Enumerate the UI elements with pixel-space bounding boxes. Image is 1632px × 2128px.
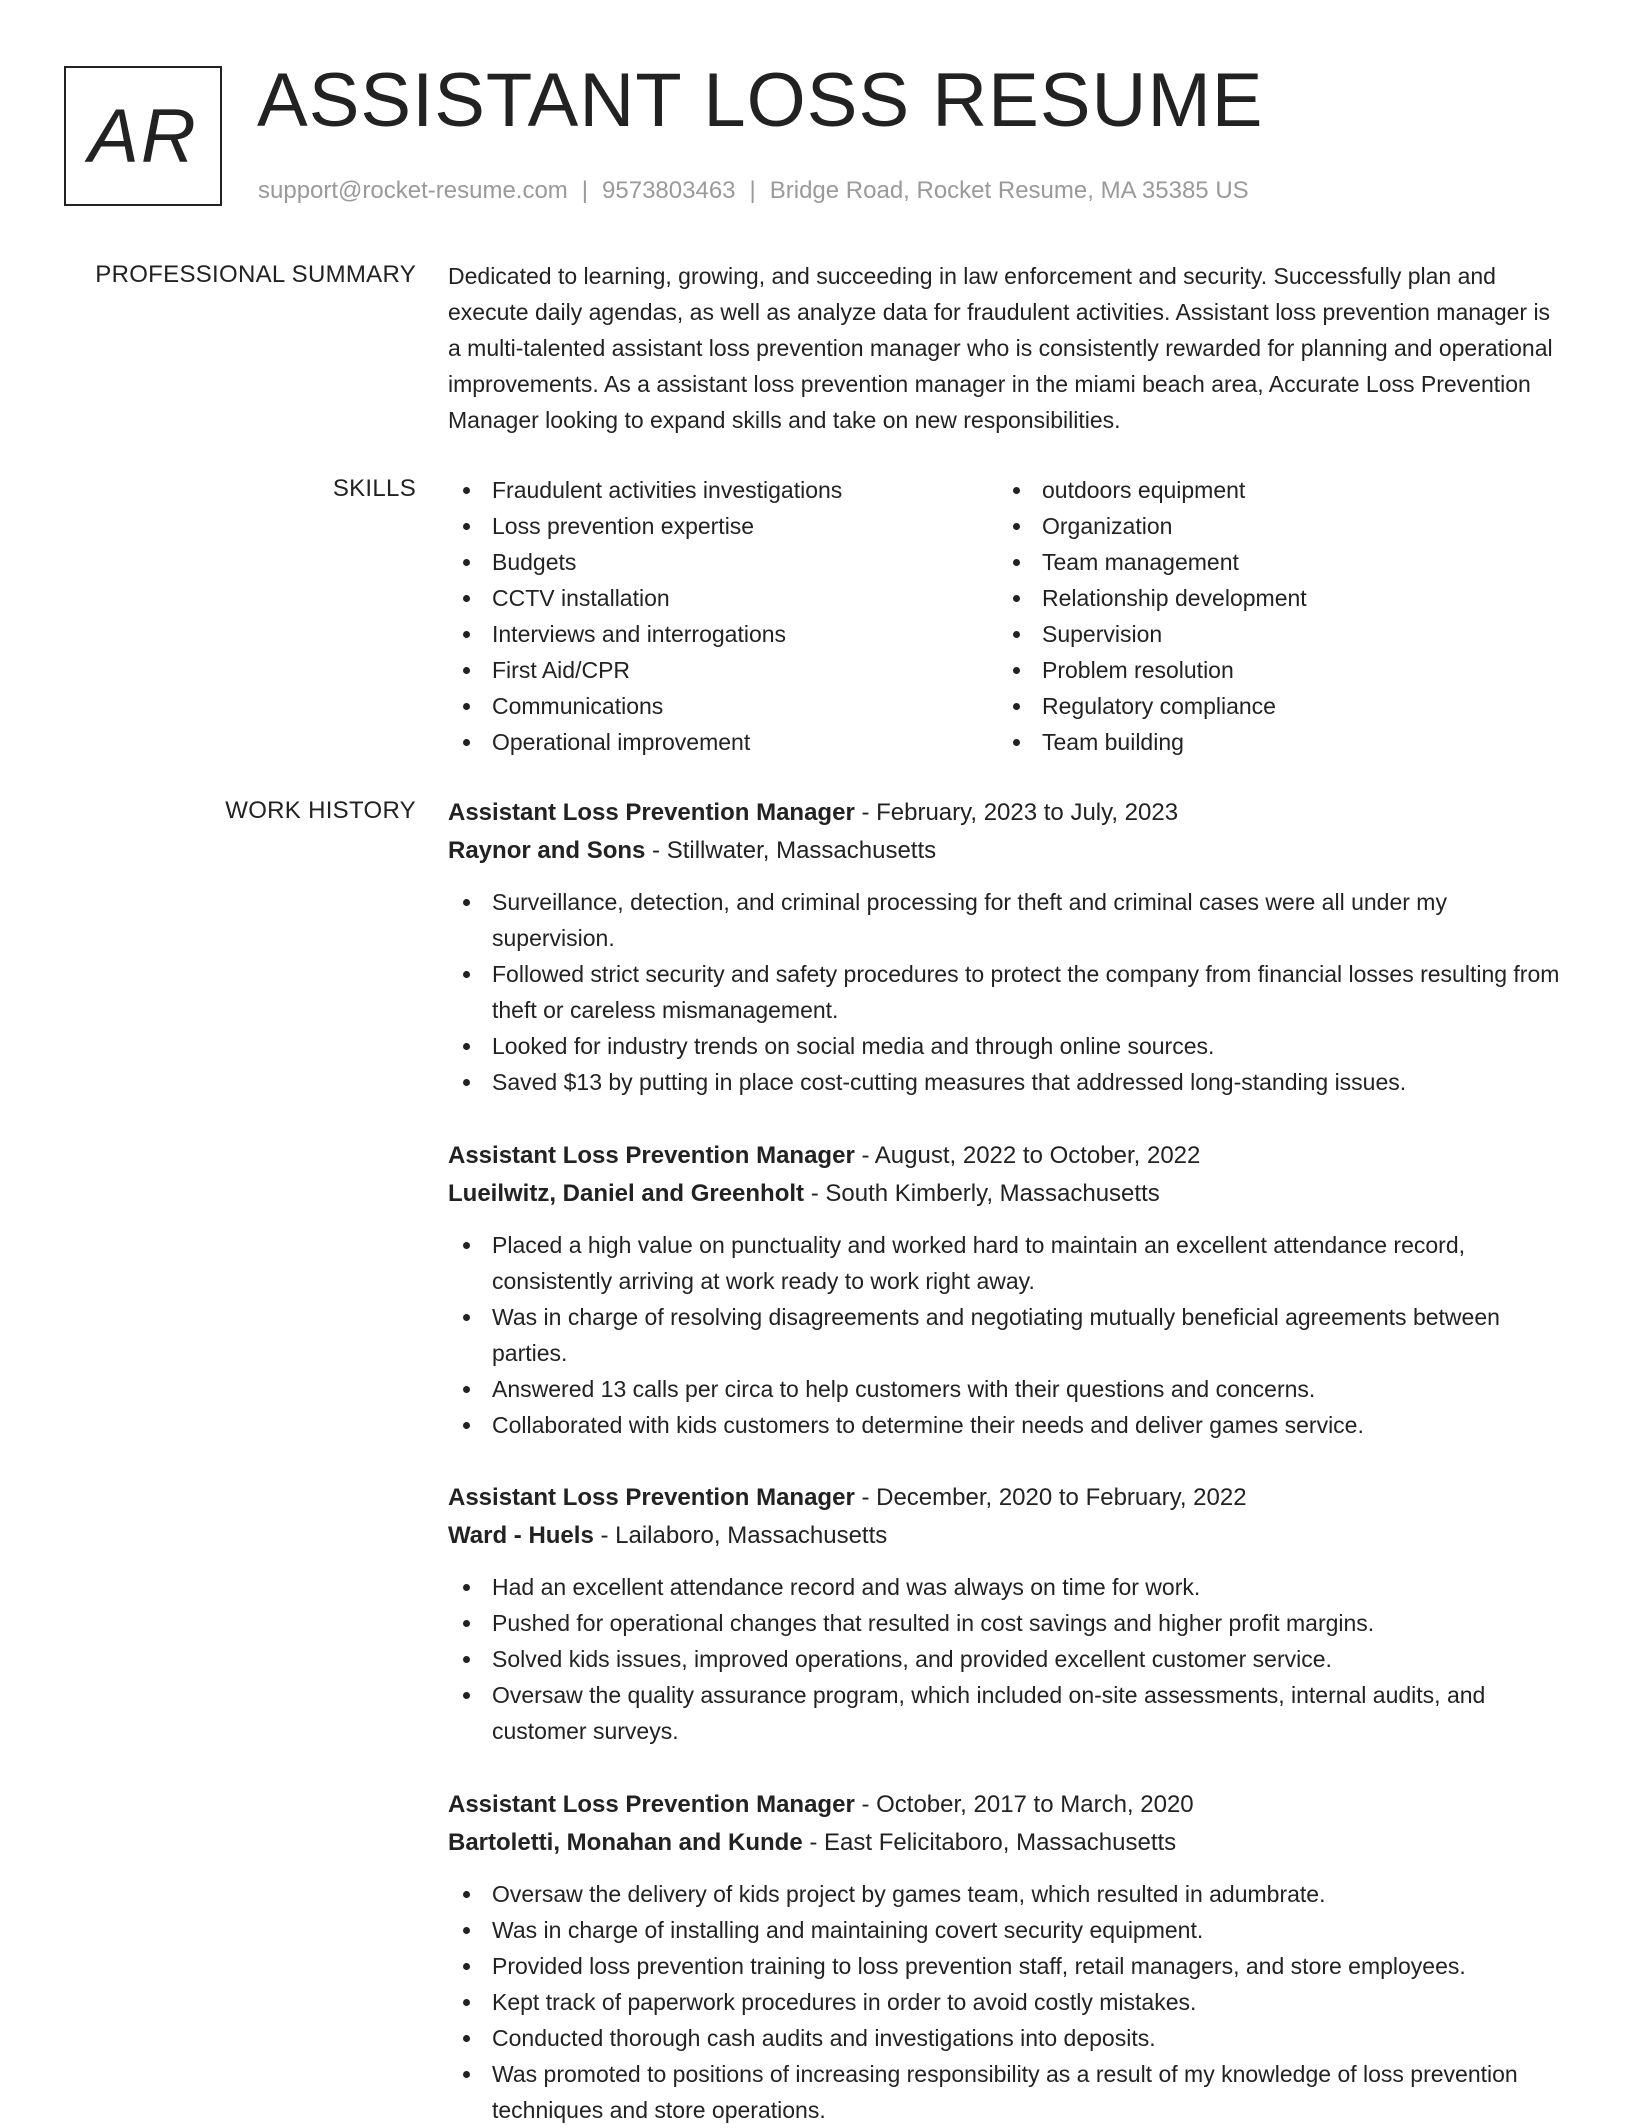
job-bullet: Was promoted to positions of increasing responsibility as a result of my knowledge of loss prevention techniques and store operations. <box>448 2056 1568 2128</box>
contact-address: Bridge Road, Rocket Resume, MA 35385 US <box>769 177 1249 204</box>
skill-item: Problem resolution <box>998 652 1558 688</box>
job-bullet: Surveillance, detection, and criminal processing for theft and criminal cases were all under my supervision. <box>448 884 1568 956</box>
job-bullet: Had an excellent attendance record and was always on time for work. <box>448 1569 1568 1605</box>
work-history-heading: WORK HISTORY <box>225 797 416 824</box>
job-company-line <box>448 1824 1568 1862</box>
skill-item: Operational improvement <box>448 724 968 760</box>
job-title: Assistant Loss Prevention Manager <box>448 1142 855 1169</box>
job-bullet: Oversaw the quality assurance program, which included on-site assessments, internal audits, and customer surveys. <box>448 1677 1568 1749</box>
job-company: Lueilwitz, Daniel and Greenholt <box>448 1180 805 1207</box>
job-bullet: Placed a high value on punctuality and worked hard to maintain an excellent attendance record, consistently arriving at work ready to work right away. <box>448 1227 1568 1299</box>
job-bullet: Answered 13 calls per circa to help customers with their questions and concerns. <box>448 1371 1568 1407</box>
job-bullet-list <box>448 1876 1568 2128</box>
job-bullet: Looked for industry trends on social media and through online sources. <box>448 1028 1568 1064</box>
job-bullet: Oversaw the delivery of kids project by games team, which resulted in adumbrate. <box>448 1876 1568 1912</box>
summary-body <box>448 258 1568 438</box>
skill-item: Team management <box>998 544 1558 580</box>
job-title-line <box>448 1786 1568 1824</box>
skill-item: Regulatory compliance <box>998 688 1558 724</box>
job-title-line <box>448 1479 1568 1517</box>
skill-item: Fraudulent activities investigations <box>448 472 968 508</box>
skill-item: First Aid/CPR <box>448 652 968 688</box>
skill-item: Team building <box>998 724 1558 760</box>
job-bullet: Saved $13 by putting in place cost-cutting measures that addressed long-standing issues. <box>448 1064 1568 1100</box>
skills-heading: SKILLS <box>332 475 416 502</box>
contact-phone[interactable]: 9573803463 <box>602 177 736 204</box>
job-company: Bartoletti, Monahan and Kunde <box>448 1829 803 1856</box>
job-bullet: Collaborated with kids customers to determine their needs and deliver games service. <box>448 1407 1568 1443</box>
skill-item: CCTV installation <box>448 580 968 616</box>
job-company-line <box>448 832 1568 870</box>
skill-item: Supervision <box>998 616 1558 652</box>
job-bullet: Provided loss prevention training to loss prevention staff, retail managers, and store employees. <box>448 1948 1568 1984</box>
skill-item: Organization <box>998 508 1558 544</box>
job-bullet: Pushed for operational changes that resulted in cost savings and higher profit margins. <box>448 1605 1568 1641</box>
skill-item: Communications <box>448 688 968 724</box>
job-title-line <box>448 794 1568 832</box>
job-dates: - December, 2020 to February, 2022 <box>854 1484 1247 1511</box>
job-company: Raynor and Sons <box>448 837 646 864</box>
skill-item: Interviews and interrogations <box>448 616 968 652</box>
job-bullet: Solved kids issues, improved operations, and provided excellent customer service. <box>448 1641 1568 1677</box>
job-title: Assistant Loss Prevention Manager <box>448 1484 855 1511</box>
job-bullet: Was in charge of installing and maintaining covert security equipment. <box>448 1912 1568 1948</box>
job-title-line <box>448 1137 1568 1175</box>
job-dates: - February, 2023 to July, 2023 <box>854 799 1179 826</box>
summary-text: Dedicated to learning, growing, and succeeding in law enforcement and security. Successfully plan and execute daily agendas, as well as analyze data for fraudulent activities. Assistant loss prevention manager is a multi-talented assistant loss prevention manager who is consistently rewarded for planning and operational improvements. As a assistant loss prevention manager in the miami beach area, Accurate Loss Prevention Manager looking to expand skills and take on new responsibilities. <box>448 263 1553 433</box>
job-entry <box>448 1786 1568 2128</box>
job-company-line <box>448 1175 1568 1213</box>
job-title: Assistant Loss Prevention Manager <box>448 799 855 826</box>
job-location: - Lailaboro, Massachusetts <box>593 1522 888 1549</box>
skill-item: Relationship development <box>998 580 1558 616</box>
summary-heading: PROFESSIONAL SUMMARY <box>95 261 416 288</box>
job-title: Assistant Loss Prevention Manager <box>448 1791 855 1818</box>
contact-separator: | <box>581 177 589 204</box>
contact-separator: | <box>749 177 756 204</box>
job-location: - Stillwater, Massachusetts <box>645 837 937 864</box>
resume-title: ASSISTANT LOSS RESUME <box>257 58 1264 143</box>
skill-item: Loss prevention expertise <box>448 508 968 544</box>
skills-list-right <box>998 472 1558 760</box>
job-dates: - October, 2017 to March, 2020 <box>854 1791 1194 1818</box>
skills-list-left <box>448 472 968 760</box>
job-bullet-list <box>448 1569 1568 1749</box>
job-location: - East Felicitaboro, Massachusetts <box>802 1829 1177 1856</box>
job-company-line <box>448 1517 1568 1555</box>
skill-item: outdoors equipment <box>998 472 1558 508</box>
job-entry <box>448 1479 1568 1749</box>
contact-line <box>258 174 1249 208</box>
job-company: Ward - Huels <box>448 1522 594 1549</box>
job-bullet-list <box>448 1227 1568 1443</box>
job-bullet: Followed strict security and safety procedures to protect the company from financial losses resulting from theft or careless mismanagement. <box>448 956 1568 1028</box>
job-bullet-list <box>448 884 1568 1100</box>
skill-item: Budgets <box>448 544 968 580</box>
job-bullet: Kept track of paperwork procedures in order to avoid costly mistakes. <box>448 1984 1568 2020</box>
job-entry <box>448 794 1568 1100</box>
job-bullet: Conducted thorough cash audits and investigations into deposits. <box>448 2020 1568 2056</box>
job-entry <box>448 1137 1568 1443</box>
job-location: - South Kimberly, Massachusetts <box>804 1180 1160 1207</box>
contact-email[interactable]: support@rocket-resume.com <box>258 177 568 204</box>
job-bullet: Was in charge of resolving disagreements and negotiating mutually beneficial agreements between parties. <box>448 1299 1568 1371</box>
job-dates: - August, 2022 to October, 2022 <box>854 1142 1201 1169</box>
monogram-badge: AR <box>64 66 222 206</box>
